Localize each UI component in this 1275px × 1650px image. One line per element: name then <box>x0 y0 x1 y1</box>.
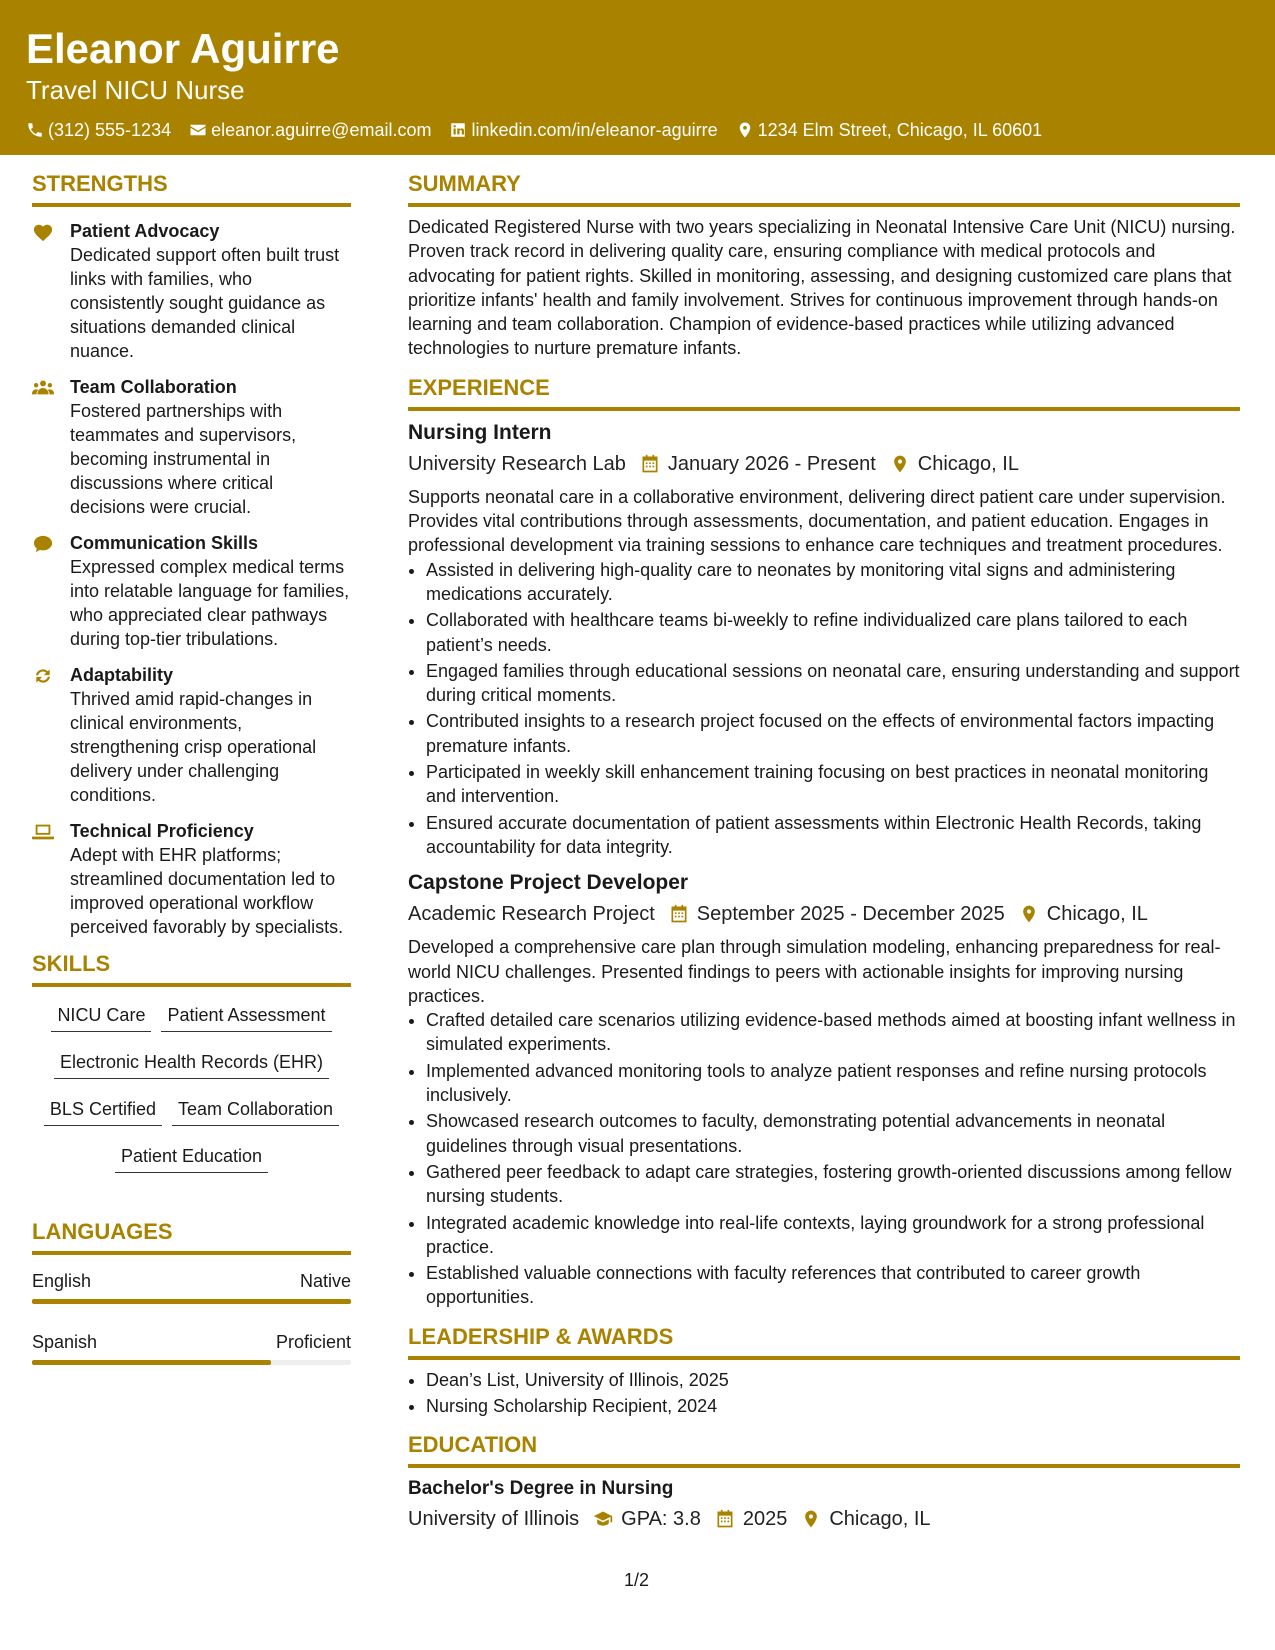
strength-desc: Thrived amid rapid-changes in clinical environments, strengthening crisp operational delivery under challenging conditions. <box>70 689 317 805</box>
education-location: Chicago, IL <box>829 1508 931 1531</box>
awards-heading: LEADERSHIP & AWARDS <box>408 1324 1240 1360</box>
strength-desc: Dedicated support often built trust links with families, who consistently sought guidance as situations demanded clinical nuance. <box>70 245 340 361</box>
language-level: Proficient <box>275 1332 351 1352</box>
skill-tag: Patient Assessment <box>161 1003 331 1032</box>
job-title: Nursing Intern <box>408 420 552 444</box>
job-dates: September 2025 - December 2025 <box>696 903 1005 926</box>
language-level: Native <box>299 1271 351 1291</box>
summary-section <box>408 171 1240 361</box>
sync-icon <box>32 666 54 686</box>
awards-section <box>408 1324 1240 1419</box>
list-item: • Ensured accurate documentation of patient assessments within Electronic Health Records, taking accountability for data integrity. <box>426 811 1240 860</box>
strength-desc: Adept with EHR platforms; streamlined documentation led to improved operational workflow perceived favorably by specialists. <box>70 845 344 937</box>
strength-item <box>32 219 351 363</box>
job-bullets <box>426 1008 1240 1310</box>
education-school: University of Illinois <box>408 1508 580 1531</box>
contact-address <box>736 118 1043 142</box>
list-item: • Assisted in delivering high-quality care to neonates by monitoring vital signs and administering medications accurately. <box>426 558 1240 607</box>
experience-heading: EXPERIENCE <box>408 375 1240 411</box>
summary-text: Dedicated Registered Nurse with two years specializing in Neonatal Intensive Care Unit (NICU) nursing. Proven track record in delivering quality care, ensuring compliance with medical protocols and advocating for patient rights. Skilled in monitoring, assessing, and designing customized care plans that prioritize infants' health and family involvement. Strives for continuous improvement through hands-on learning and team collaboration. Champion of evidence-based practices while utilizing advanced technologies to nurture premature infants. <box>408 217 1236 359</box>
strength-item <box>32 663 351 807</box>
job-bullets <box>426 558 1240 860</box>
job-dates: January 2026 - Present <box>667 452 876 475</box>
page-number: 1/2 <box>624 1570 650 1590</box>
job-org: University Research Lab <box>408 452 626 475</box>
job-description: Developed a comprehensive care plan through simulation modeling, enhancing preparedness for real-world NICU challenges. Presented findings to peers with actionable insights for improving nursing practices. <box>408 937 1221 1006</box>
list-item: • Dean’s List, University of Illinois, 2025 <box>426 1368 1240 1392</box>
strength-title: Team Collaboration <box>70 377 237 397</box>
skill-tag: Electronic Health Records (EHR) <box>54 1050 329 1079</box>
email-text: eleanor.aguirre@email.com <box>211 120 432 140</box>
candidate-name: Eleanor Aguirre <box>26 25 340 72</box>
list-item: • Integrated academic knowledge into real-life contexts, laying groundwork for a strong professional practice. <box>426 1211 1240 1260</box>
skills-list <box>32 995 351 1207</box>
contact-email[interactable] <box>189 118 431 142</box>
education-year: 2025 <box>742 1508 788 1531</box>
left-column <box>32 155 351 1391</box>
list-item: • Collaborated with healthcare teams bi-weekly to refine individualized care plans tailored to each patient’s needs. <box>426 608 1240 657</box>
calendar-icon <box>640 454 660 474</box>
skill-tag: NICU Care <box>51 1003 151 1032</box>
strength-title: Adaptability <box>70 665 174 685</box>
laptop-icon <box>32 822 54 842</box>
skills-heading: SKILLS <box>32 951 351 987</box>
map-marker-icon <box>801 1509 821 1529</box>
language-item <box>32 1269 351 1304</box>
job-meta <box>408 897 1240 931</box>
skill-tag: Team Collaboration <box>172 1097 339 1126</box>
calendar-icon <box>715 1509 735 1529</box>
list-item: • Participated in weekly skill enhancement training focusing on best practices in neonatal monitoring and intervention. <box>426 760 1240 809</box>
map-marker-icon <box>1019 904 1039 924</box>
language-bar-fill <box>32 1299 351 1304</box>
languages-heading: LANGUAGES <box>32 1219 351 1255</box>
list-item: • Gathered peer feedback to adapt care strategies, fostering growth-oriented discussions among fellow nursing students. <box>426 1160 1240 1209</box>
linkedin-icon <box>449 121 467 139</box>
languages-section <box>32 1219 351 1365</box>
calendar-icon <box>669 904 689 924</box>
address-text: 1234 Elm Street, Chicago, IL 60601 <box>757 120 1043 140</box>
contact-linkedin[interactable] <box>449 118 717 142</box>
strength-item <box>32 375 351 519</box>
language-bar <box>32 1299 351 1304</box>
resume-header <box>0 0 1275 155</box>
strength-desc: Expressed complex medical terms into relatable language for families, who appreciated clear pathways during top-tier tribulations. <box>70 557 350 649</box>
strength-desc: Fostered partnerships with teammates and supervisors, becoming instrumental in discussions where critical decisions were crucial. <box>70 401 297 517</box>
language-item <box>32 1330 351 1365</box>
phone-icon <box>26 121 44 139</box>
envelope-icon <box>189 121 207 139</box>
strength-item <box>32 819 351 939</box>
contact-phone[interactable] <box>26 118 171 142</box>
education-section <box>408 1432 1240 1536</box>
skill-tag: Patient Education <box>115 1144 268 1173</box>
map-marker-icon <box>736 121 754 139</box>
users-icon <box>32 378 54 398</box>
strength-title: Patient Advocacy <box>70 221 220 241</box>
education-degree: Bachelor's Degree in Nursing <box>408 1478 674 1500</box>
strengths-section <box>32 171 351 939</box>
list-item: • Showcased research outcomes to faculty, demonstrating potential advancements in neonatal guidelines through visual presentations. <box>426 1109 1240 1158</box>
language-name: Spanish <box>32 1332 98 1352</box>
graduation-cap-icon <box>593 1509 613 1529</box>
awards-list <box>426 1368 1240 1419</box>
phone-text: (312) 555-1234 <box>48 120 172 140</box>
job-title: Capstone Project Developer <box>408 871 689 895</box>
heart-icon <box>32 222 54 242</box>
experience-section <box>408 375 1240 1310</box>
strengths-heading: STRENGTHS <box>32 171 351 207</box>
summary-heading: SUMMARY <box>408 171 1240 207</box>
linkedin-text: linkedin.com/in/eleanor-aguirre <box>471 120 718 140</box>
list-item: • Engaged families through educational sessions on neonatal care, ensuring understanding and support during critical moments. <box>426 659 1240 708</box>
job-description: Supports neonatal care in a collaborative environment, delivering direct patient care under supervision. Provides vital contributions through assessments, documentation, and patient education. Engages in professional development via training sessions to enhance care techniques and treatment procedures. <box>408 486 1226 556</box>
list-item: • Nursing Scholarship Recipient, 2024 <box>426 1394 1240 1418</box>
job-org: Academic Research Project <box>408 903 655 926</box>
job-location: Chicago, IL <box>1046 903 1148 926</box>
language-bar-fill <box>32 1360 271 1365</box>
job-location: Chicago, IL <box>917 452 1019 475</box>
education-meta <box>408 1502 1240 1536</box>
right-column <box>408 155 1240 1536</box>
strength-item <box>32 531 351 651</box>
contact-bar <box>26 118 1249 142</box>
job-meta <box>408 447 1240 481</box>
strength-title: Technical Proficiency <box>70 821 254 841</box>
candidate-title: Travel NICU Nurse <box>26 75 245 105</box>
education-heading: EDUCATION <box>408 1432 1240 1468</box>
skill-tag: BLS Certified <box>44 1097 162 1126</box>
job-entry <box>408 419 1240 859</box>
skills-section <box>32 951 351 1207</box>
list-item: • Established valuable connections with faculty references that contributed to career growth opportunities. <box>426 1261 1240 1310</box>
map-marker-icon <box>890 454 910 474</box>
comment-icon <box>32 534 54 554</box>
list-item: • Implemented advanced monitoring tools to analyze patient responses and refine nursing protocols inclusively. <box>426 1059 1240 1108</box>
list-item: • Contributed insights to a research project focused on the effects of environmental factors impacting premature infants. <box>426 709 1240 758</box>
education-gpa: GPA: 3.8 <box>621 1508 701 1531</box>
list-item: • Crafted detailed care scenarios utilizing evidence-based methods aimed at boosting infant wellness in simulated experiments. <box>426 1008 1240 1057</box>
language-bar <box>32 1360 351 1365</box>
job-entry <box>408 869 1240 1309</box>
language-name: English <box>32 1271 92 1291</box>
strength-title: Communication Skills <box>70 533 259 553</box>
